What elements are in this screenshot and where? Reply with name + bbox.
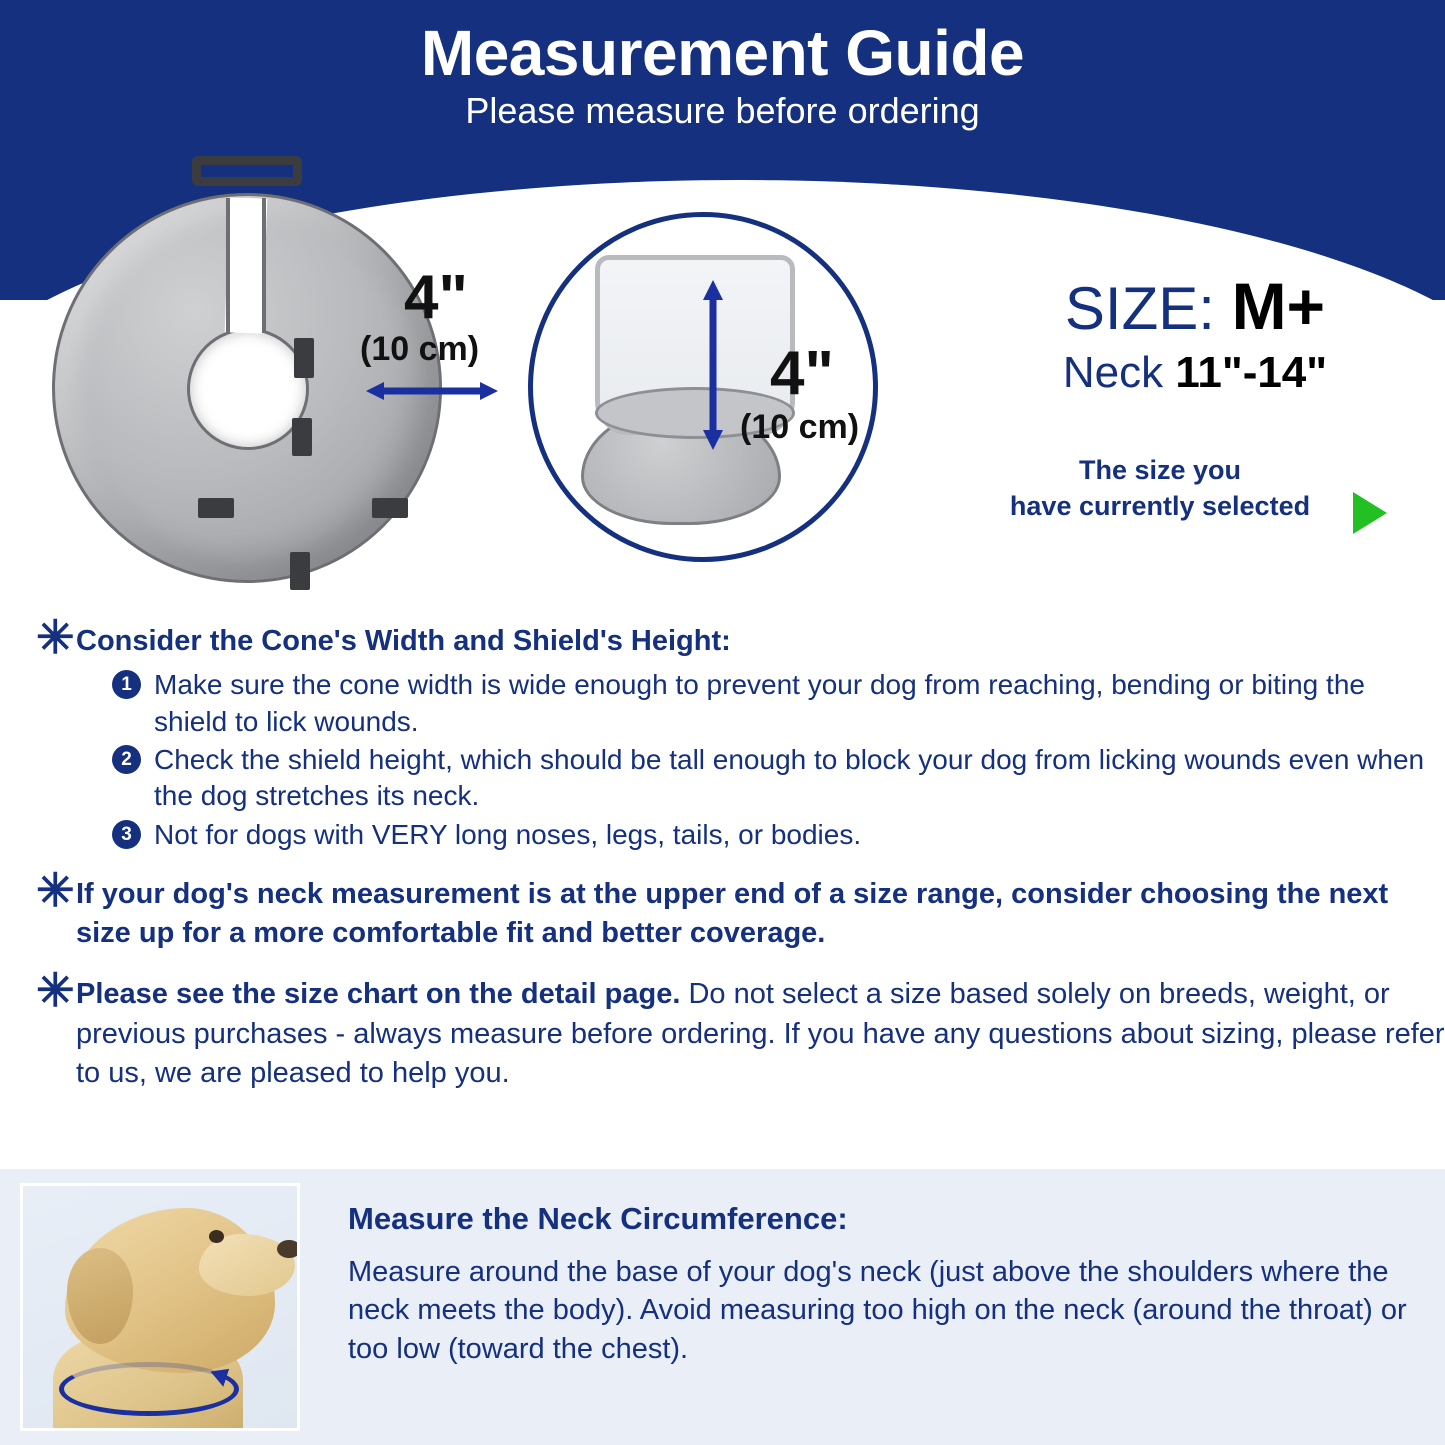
cone-width-value: 4": [404, 263, 468, 332]
collar-opening: [225, 197, 268, 333]
note-paragraph-2: [76, 875, 1445, 953]
dog-photo: [20, 1183, 300, 1431]
neck-line: [960, 348, 1430, 398]
collar-strap-top: [294, 338, 314, 378]
list-item: [112, 667, 1445, 740]
note-normal-3: Do not select a size based solely on breeds, weight, or previous purchases - always measure before ordering. If you have any questions about sizing, please refer to us, we are pleased to help you.: [76, 978, 1445, 1089]
size-label: SIZE:: [1064, 275, 1215, 342]
footer-text: Measure around the base of your dog's neck (just above the shoulders where the neck meets the body). Avoid measuring too high on the neck (around the throat) or too low (toward the chest).: [348, 1256, 1407, 1365]
collar-strap-upper: [292, 418, 312, 456]
list-item-text-2: Check the shield height, which should be tall enough to block your dog from licking wounds even when the dog stretches its neck.: [154, 743, 1425, 812]
collar-strap-left: [198, 498, 234, 518]
green-arrow-icon: [1353, 492, 1387, 534]
hero-section: [0, 120, 1445, 610]
list-number-3: 3: [112, 820, 141, 849]
list-number-1: 1: [112, 670, 141, 699]
note-bold-2: If your dog's neck measurement is at the upper end of a size range, consider choosing the next size up for a more comfortable fit and better coverage.: [76, 878, 1389, 950]
list-item: [112, 817, 1445, 853]
list-item: [112, 742, 1445, 815]
notes-section: [0, 611, 1445, 1099]
size-value: M+: [1231, 269, 1326, 343]
note-paragraph-3: [76, 975, 1445, 1092]
dog-eye: [209, 1230, 224, 1243]
note-heading-1: Consider the Cone's Width and Shield's Height:: [76, 625, 731, 657]
note-block-1: [0, 611, 1445, 853]
asterisk-icon-2: ✳: [36, 864, 75, 917]
list-item-text-1: Make sure the cone width is wide enough to prevent your dog from reaching, bending or biting the shield to lick wounds.: [154, 669, 1365, 737]
page-subtitle: Please measure before ordering: [465, 90, 980, 131]
collar-opening-edge-left: [226, 198, 230, 333]
selected-note-line2: have currently selected: [1009, 491, 1311, 522]
note-block-2: [0, 864, 1445, 953]
dog-nose: [277, 1240, 300, 1258]
neck-range: 11"-14": [1175, 348, 1328, 397]
footer-section: [0, 1167, 1445, 1445]
collar-strap-right: [372, 498, 408, 518]
note-block-3: [0, 964, 1445, 1092]
shield-height-metric: (10 cm): [740, 408, 860, 446]
width-arrow-icon: [366, 380, 498, 402]
height-arrow-icon: [700, 280, 726, 450]
collar-hanging-loop: [192, 156, 302, 186]
shield-height-value: 4": [770, 339, 834, 408]
list-number-2: 2: [112, 745, 141, 774]
asterisk-icon-1: ✳: [36, 611, 75, 663]
page-title: Measurement Guide: [420, 17, 1025, 89]
size-line: [960, 268, 1430, 344]
collar-strap-bottom: [290, 552, 310, 590]
selected-note-line1: The size you: [1078, 455, 1242, 485]
cone-width-metric: (10 cm): [360, 330, 480, 368]
asterisk-icon-3: ✳: [36, 964, 75, 1017]
note-bold-3: Please see the size chart on the detail page.: [76, 978, 681, 1011]
list-item-text-3: Not for dogs with VERY long noses, legs, tails, or bodies.: [154, 818, 862, 850]
footer-title: Measure the Neck Circumference:: [348, 1201, 848, 1236]
neck-label: Neck: [1062, 348, 1164, 397]
note-sub-list: [112, 667, 1445, 853]
collar-inner-hole: [187, 328, 309, 450]
selected-size-note: [930, 452, 1390, 525]
collar-opening-edge-right: [262, 198, 266, 333]
